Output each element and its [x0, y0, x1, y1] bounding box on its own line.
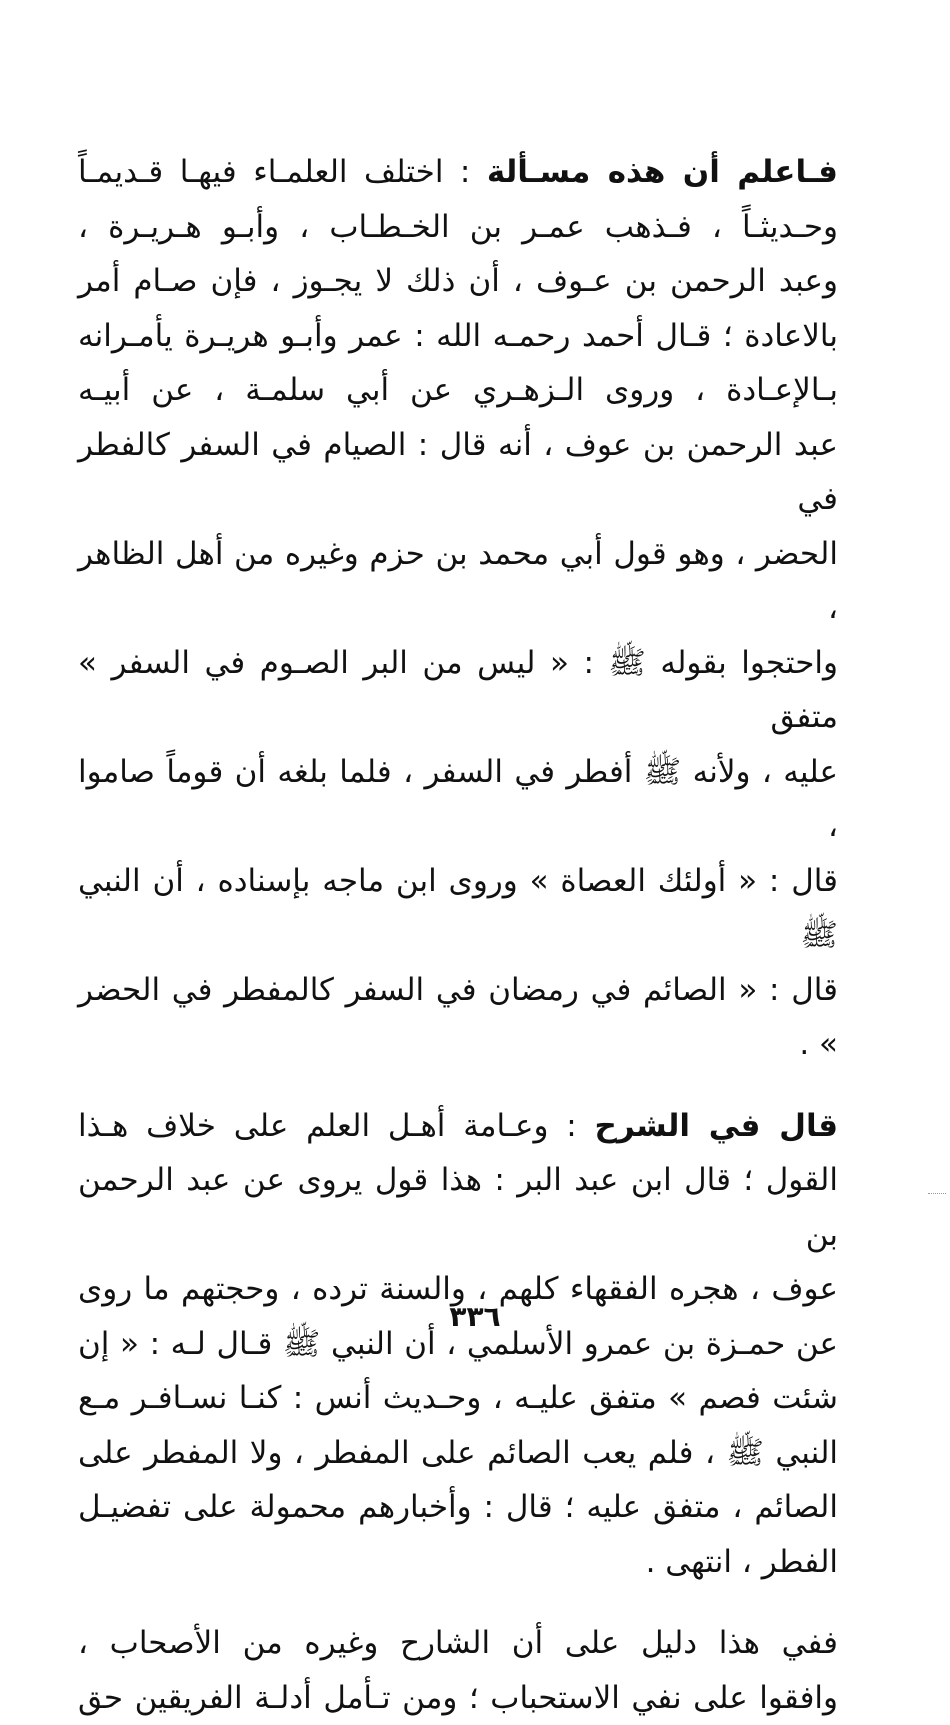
text-line: وحـديثـاً ، فـذهب عمـر بن الخـطـاب ، وأبـو هـريـرة ، [78, 200, 838, 255]
paragraph-2 [78, 1099, 838, 1590]
text-line: بالاعادة ؛ قـال أحمد رحمـه الله : عمر وأبـو هريـرة يأمـرانه [78, 309, 838, 364]
text-line: الفطر ، انتهى . [78, 1535, 838, 1590]
paragraph-3 [78, 1616, 838, 1725]
paragraph-lead: فـاعلم أن هذه مسـألة [487, 154, 838, 190]
text-line: فـاعلم أن هذه مسـألة : اختلف العلمـاء فيهـا قـديمـاً [78, 145, 838, 200]
page-body [78, 145, 838, 1305]
text-line: القول ؛ قال ابن عبد البر : هذا قول يروى عن عبد الرحمن بن [78, 1153, 838, 1262]
text-line: النبي ﷺ ، فلم يعب الصائم على المفطر ، ولا المفطر على [78, 1426, 838, 1481]
text-line: ففي هذا دليل على أن الشارح وغيره من الأصحاب ، [78, 1616, 838, 1671]
margin-mark [928, 1193, 946, 1194]
text-line: قال : « الصائم في رمضان في السفر كالمفطر في الحضر » . [78, 963, 838, 1072]
text-line: عليه ، ولأنه ﷺ أفطر في السفر ، فلما بلغه أن قوماً صاموا ، [78, 745, 838, 854]
text-line: عبد الرحمن بن عوف ، أنه قال : الصيام في السفر كالفطر في [78, 418, 838, 527]
text-line: عن حمـزة بن عمرو الأسلمي ، أن النبي ﷺ قـال لـه : « إن [78, 1317, 838, 1372]
text-line: الصائم ، متفق عليه ؛ قال : وأخبارهم محمولة على تفضيـل [78, 1480, 838, 1535]
text-line: وافقوا على نفي الاستحباب ؛ ومن تـأمل أدلـة الفريقين حق [78, 1671, 838, 1725]
text-line: قال : « أولئك العصاة » وروى ابن ماجه بإسناده ، أن النبي ﷺ [78, 854, 838, 963]
paragraph-lead: قال في الشرح [595, 1108, 838, 1144]
paragraph-1 [78, 145, 838, 1072]
text-line: بـالإعـادة ، وروى الـزهـري عن أبي سلمـة ، عن أبيـه [78, 363, 838, 418]
page-number: ٣٣٦ [0, 1300, 950, 1333]
text-line: وعبد الرحمن بن عـوف ، أن ذلك لا يجـوز ، فإن صـام أمر [78, 254, 838, 309]
text-line: عوف ، هجره الفقهاء كلهم ، والسنة ترده ، وحجتهم ما روى [78, 1262, 838, 1317]
text-line: قال في الشرح : وعـامة أهـل العلم على خلاف هـذا [78, 1099, 838, 1154]
text-line: واحتجوا بقوله ﷺ : « ليس من البر الصـوم في السفر » متفق [78, 636, 838, 745]
text-line: الحضر ، وهو قول أبي محمد بن حزم وغيره من أهل الظاهر ، [78, 527, 838, 636]
text-line: شئت فصم » متفق عليـه ، وحـديث أنس : كنـا نسـافـر مـع [78, 1371, 838, 1426]
